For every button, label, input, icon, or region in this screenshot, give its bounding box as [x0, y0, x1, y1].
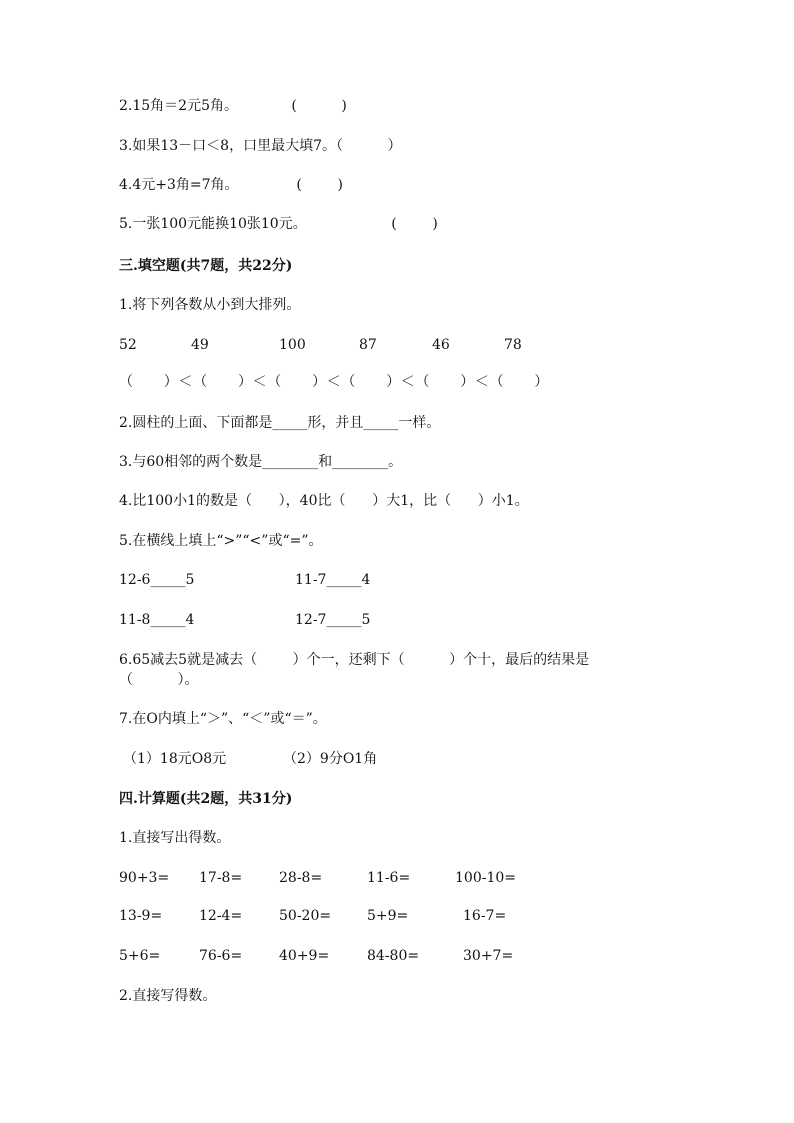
judge-question-2: 2.15角＝2元5角。 ( )	[119, 98, 347, 114]
number-item: 78	[504, 337, 522, 353]
calc-item: 5+6=	[119, 948, 161, 964]
calc-item: 13-9=	[119, 908, 163, 924]
number-item: 87	[359, 337, 377, 353]
circle-compare-item: （2）9分O1角	[283, 751, 378, 767]
fill-question-1: 1.将下列各数从小到大排列。	[119, 297, 301, 313]
circle-compare-item: （1）18元O8元	[123, 751, 227, 767]
calc-item: 16-7=	[463, 908, 507, 924]
compare-item: 11-7_____4	[295, 572, 371, 588]
calc-item: 11-6=	[367, 870, 411, 886]
calc-item: 84-80=	[367, 948, 420, 964]
compare-item: 12-7_____5	[295, 612, 371, 628]
calc-row-1	[119, 868, 539, 888]
fill-question-6-line-1: 6.65减去5就是减去（ ）个一，还剩下（ ）个十，最后的结果是	[119, 652, 590, 668]
number-item: 100	[279, 337, 306, 353]
circle-compare-row	[119, 749, 519, 769]
number-item: 46	[432, 337, 450, 353]
calc-item: 5+9=	[367, 908, 409, 924]
calc-item: 90+3=	[119, 870, 170, 886]
judge-question-4: 4.4元+3角=7角。 ( )	[119, 177, 343, 193]
compare-row-1	[119, 570, 519, 590]
compare-item: 12-6_____5	[119, 572, 195, 588]
judge-question-3: 3.如果13－口＜8，口里最大填7。（ ）	[119, 138, 402, 154]
calc-item: 28-8=	[279, 870, 323, 886]
fill-question-7: 7.在O内填上“＞”、“＜”或“＝”。	[119, 711, 327, 727]
fill-question-2: 2.圆柱的上面、下面都是_____形，并且_____一样。	[119, 415, 441, 431]
order-blanks: （ ）＜（ ）＜（ ）＜（ ）＜（ ）＜（ ）	[119, 374, 550, 390]
fill-question-4: 4.比100小1的数是（ ），40比（ ）大1，比（ ）小1。	[119, 493, 529, 509]
calc-question-2: 2.直接写得数。	[119, 988, 217, 1004]
compare-item: 11-8_____4	[119, 612, 195, 628]
calc-item: 17-8=	[199, 870, 243, 886]
compare-row-2	[119, 610, 519, 630]
fill-question-5: 5.在横线上填上“>”“<”或“=”。	[119, 533, 323, 549]
judge-question-5: 5.一张100元能换10张10元。 ( )	[119, 216, 438, 232]
calc-item: 50-20=	[279, 908, 332, 924]
calc-item: 76-6=	[199, 948, 243, 964]
calc-row-2	[119, 906, 539, 926]
fill-question-3: 3.与60相邻的两个数是________和________。	[119, 454, 403, 470]
calc-item: 30+7=	[463, 948, 514, 964]
calc-item: 12-4=	[199, 908, 243, 924]
calc-item: 100-10=	[455, 870, 516, 886]
number-item: 49	[191, 337, 209, 353]
calc-question-1: 1.直接写出得数。	[119, 830, 231, 846]
number-list	[119, 335, 679, 355]
section-4-title: 四.计算题(共2题，共31分)	[119, 791, 293, 807]
section-3-title: 三.填空题(共7题，共22分)	[119, 258, 293, 274]
calc-row-3	[119, 946, 539, 966]
calc-item: 40+9=	[279, 948, 330, 964]
fill-question-6-line-2: （ ）。	[119, 672, 199, 688]
number-item: 52	[119, 337, 137, 353]
